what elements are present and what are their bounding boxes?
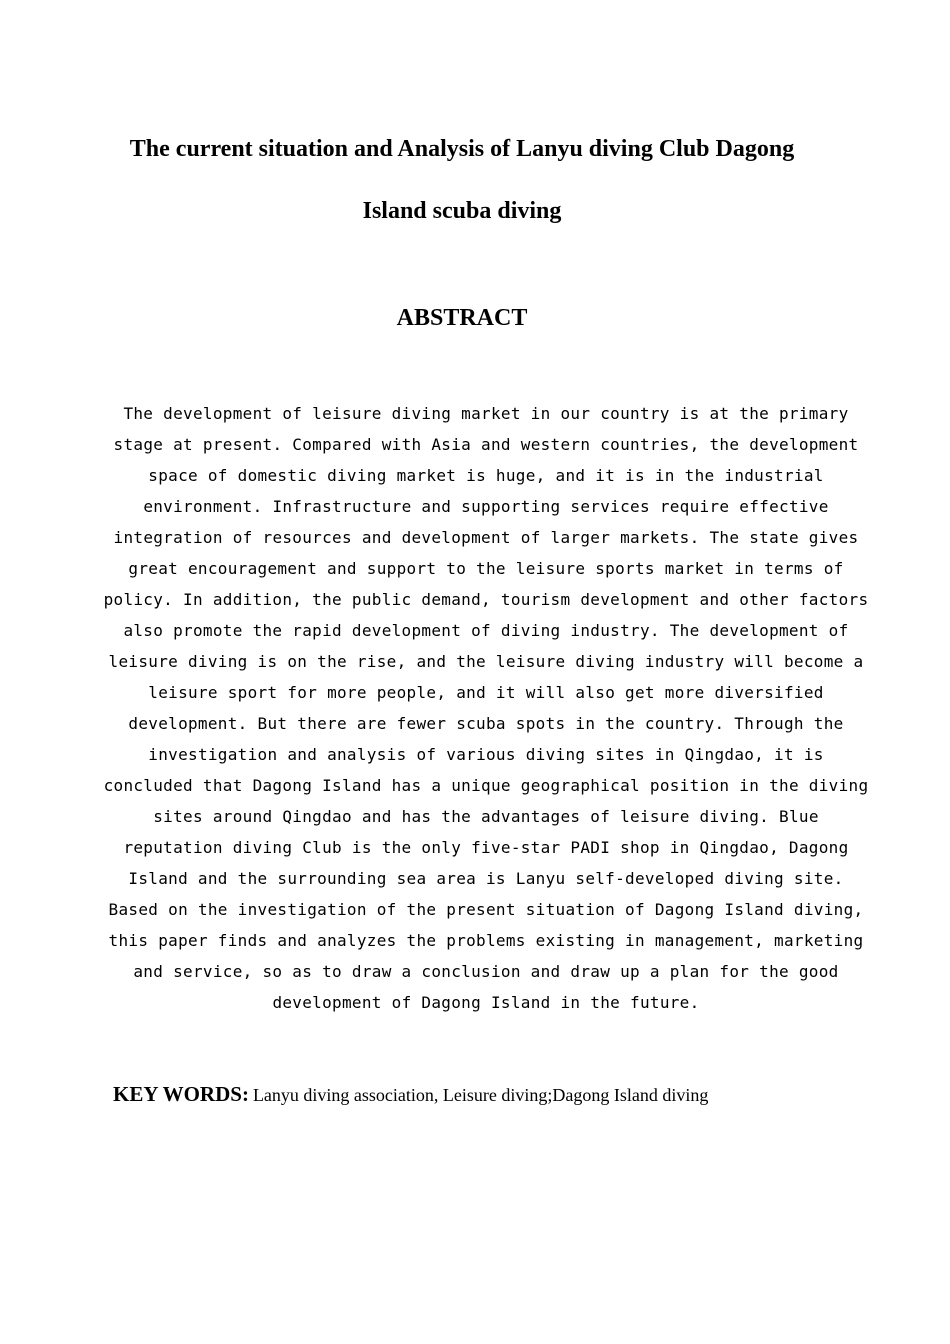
keywords-line	[113, 1082, 708, 1107]
keywords-label: KEY WORDS:	[113, 1082, 249, 1106]
abstract-line: stage at present. Compared with Asia and western countries, the development	[113, 435, 859, 454]
abstract-line: development of Dagong Island in the future.	[272, 993, 700, 1012]
abstract-line: Island and the surrounding sea area is Lanyu self-developed diving site.	[128, 869, 844, 888]
abstract-line: and service, so as to draw a conclusion and draw up a plan for the good	[133, 962, 839, 981]
abstract-heading: ABSTRACT	[396, 305, 528, 331]
abstract-line: also promote the rapid development of diving industry. The development of	[123, 621, 849, 640]
abstract-line: concluded that Dagong Island has a unique geographical position in the diving	[103, 776, 869, 795]
abstract-line: integration of resources and development of larger markets. The state gives	[113, 528, 859, 547]
abstract-line: Based on the investigation of the present situation of Dagong Island diving,	[108, 900, 864, 919]
abstract-line: The development of leisure diving market in our country is at the primary	[123, 404, 849, 423]
abstract-line: development. But there are fewer scuba spots in the country. Through the	[128, 714, 844, 733]
abstract-line: reputation diving Club is the only five-star PADI shop in Qingdao, Dagong	[123, 838, 849, 857]
abstract-line: policy. In addition, the public demand, tourism development and other factors	[103, 590, 869, 609]
abstract-line: sites around Qingdao and has the advantages of leisure diving. Blue	[153, 807, 819, 826]
abstract-body	[100, 398, 872, 1018]
keywords-value: Lanyu diving association, Leisure diving;Dagong Island diving	[252, 1085, 709, 1105]
abstract-line: space of domestic diving market is huge, and it is in the industrial	[148, 466, 824, 485]
abstract-line: this paper finds and analyzes the problems existing in management, marketing	[108, 931, 864, 950]
abstract-line: leisure sport for more people, and it will also get more diversified	[148, 683, 824, 702]
abstract-line: great encouragement and support to the leisure sports market in terms of	[128, 559, 844, 578]
abstract-line: environment. Infrastructure and supporting services require effective	[143, 497, 829, 516]
abstract-line: investigation and analysis of various diving sites in Qingdao, it is	[148, 745, 824, 764]
title-line-2: Island scuba diving	[362, 198, 562, 224]
title-line-1: The current situation and Analysis of Lanyu diving Club Dagong	[129, 136, 795, 162]
abstract-line: leisure diving is on the rise, and the leisure diving industry will become a	[108, 652, 864, 671]
